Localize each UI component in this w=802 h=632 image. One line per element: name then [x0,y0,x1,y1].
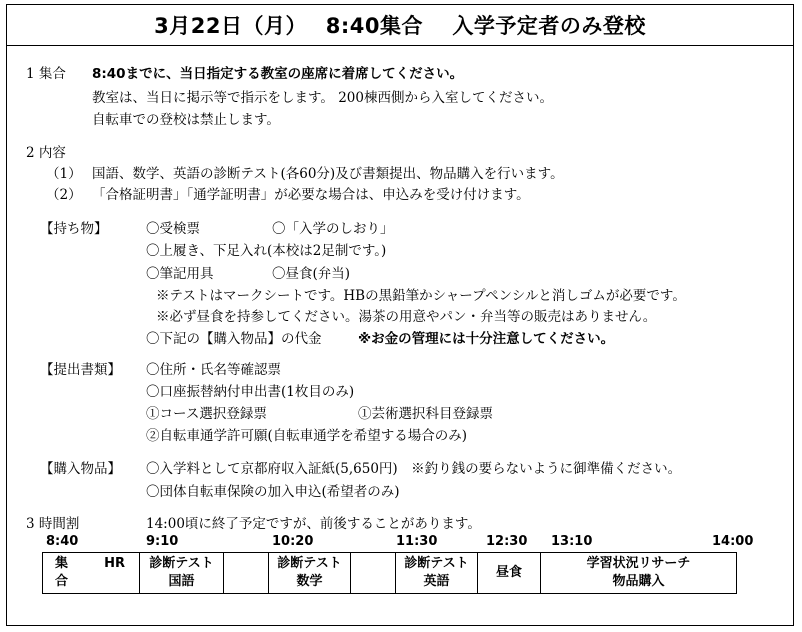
section1-label: 1 集合 [26,66,66,82]
schedule-cell-spacer [224,553,269,594]
section3-text: 14:00頃に終了予定ですが、前後することがあります。 [146,516,481,532]
time-label: 12:30 [486,534,528,549]
schedule-subject-math: 数学 [296,574,323,589]
submission-label: 【提出書類】 [40,362,121,378]
schedule-cell-math [269,553,351,594]
submission-account-transfer: 〇口座振替納付申出書(1枚目のみ) [146,384,355,400]
section2-item1: 国語、数学、英語の診断テスト(各60分)及び書類提出、物品購入を行います。 [92,166,564,182]
belongings-payment-warning: ※お金の管理には十分注意してください。 [358,331,615,347]
time-label: 9:10 [146,534,179,549]
section3-label: 3 時間割 [26,516,80,532]
schedule-test-label: 診断テスト [404,556,469,571]
time-label: 13:10 [551,534,593,549]
section1-line1: 8:40までに、当日指定する教室の座席に着席してください。 [92,66,464,82]
section2-item1-number: （1） [46,166,82,182]
schedule-test-label: 診断テスト [277,556,342,571]
schedule-table [42,552,737,594]
page-title: 3月22日（月） 8:40集合 入学予定者のみ登校 [7,5,793,46]
section2-item2: 「合格証明書」「通学証明書」が必要な場合は、申込みを受け付けます。 [92,187,530,203]
section2-item2-number: （2） [46,187,82,203]
section1-line3: 自転車での登校は禁止します。 [92,112,280,128]
time-label: 11:30 [396,534,438,549]
belongings-payment: 〇下記の【購入物品】の代金 [146,331,322,347]
schedule-hr: HR [104,556,125,571]
schedule-assembly-char2: 合 [55,574,69,589]
schedule-cell-spacer [351,553,396,594]
schedule-purchase-label: 物品購入 [612,574,665,589]
belongings-label: 【持ち物】 [40,221,108,237]
belongings-guidebook: 〇「入学のしおり」 [272,221,394,237]
schedule-subject-japanese: 国語 [168,574,195,589]
schedule-lunch: 昼食 [495,565,522,580]
schedule-cell-assembly-hr [43,553,140,594]
belongings-indoor-shoes: 〇上履き、下足入れ(本校は2足制です。) [146,243,387,259]
submission-address-form: 〇住所・氏名等確認票 [146,362,281,378]
schedule-cell-lunch [478,553,541,594]
schedule-row [43,553,737,594]
schedule-test-label: 診断テスト [149,556,214,571]
belongings-note-lunch: ※必ず昼食を持参してください。湯茶の用意やパン・弁当等の販売はありません。 [156,309,657,325]
schedule-cell-japanese [140,553,224,594]
time-label: 14:00 [712,534,754,549]
purchase-bicycle-insurance: 〇団体自転車保険の加入申込(希望者のみ) [146,484,400,500]
schedule-assembly-char1: 集 [55,556,69,571]
schedule-research-label: 学習状況リサーチ [586,556,691,571]
section2-label: 2 内容 [26,145,66,161]
belongings-note-marksheet: ※テストはマークシートです。HBの黒鉛筆かシャープペンシルと消しゴムが必要です。 [156,288,686,304]
submission-art-selection: ①芸術選択科目登録票 [358,406,493,422]
purchase-admission-fee: 〇入学料として京都府収入証紙(5,650円) ※釣り銭の要らないように御準備ください。 [146,461,682,477]
schedule-subject-english: 英語 [423,574,450,589]
schedule-cell-english [396,553,478,594]
belongings-lunch: 〇昼食(弁当) [272,266,351,282]
time-label: 8:40 [46,534,79,549]
purchase-label: 【購入物品】 [40,461,121,477]
section1-line2: 教室は、当日に掲示等で指示をします。 200棟西側から入室してください。 [92,90,553,106]
belongings-stationery: 〇筆記用具 [146,266,214,282]
time-label: 10:20 [272,534,314,549]
submission-course-selection: ①コース選択登録票 [146,406,267,422]
submission-bicycle-permit: ②自転車通学許可願(自転車通学を希望する場合のみ) [146,428,468,444]
schedule-cell-research [541,553,737,594]
belongings-exam-ticket: 〇受検票 [146,221,200,237]
